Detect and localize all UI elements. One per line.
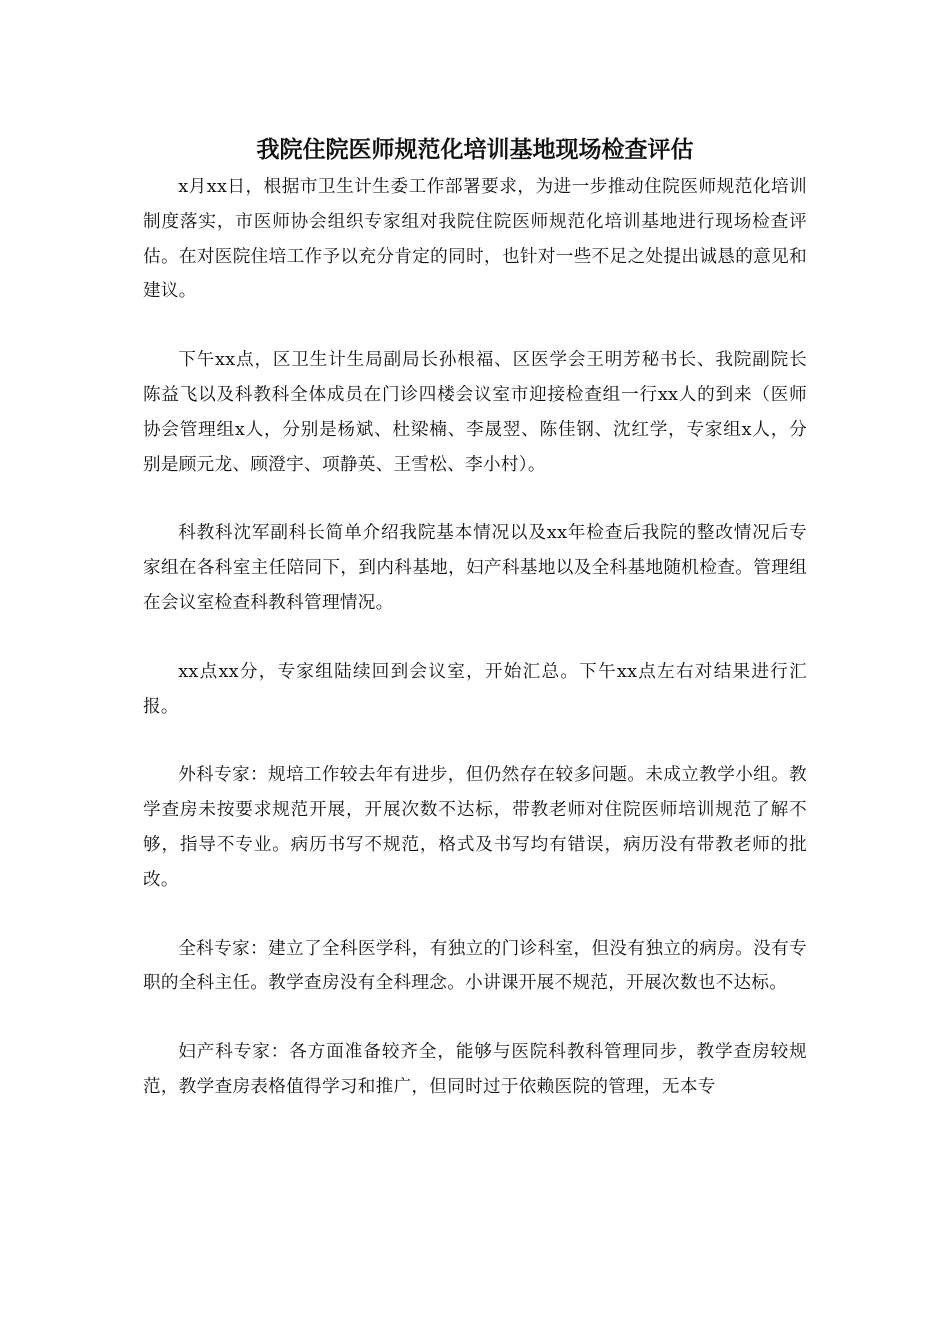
paragraph-summary: xx点xx分，专家组陆续回到会议室，开始汇总。下午xx点左右对结果进行汇报。 xyxy=(143,661,807,717)
document-title: 我院住院医师规范化培训基地现场检查评估 xyxy=(256,137,694,163)
document-page xyxy=(143,130,807,1139)
paragraph-inspection: 科教科沈军副科长简单介绍我院基本情况以及xx年检查后我院的整改情况后专家组在各科室主任陪同下，到内科基地，妇产科基地以及全科基地随机检查。管理组在会议室检查科教科管理情况。 xyxy=(143,523,807,613)
paragraph-obgyn-expert: 妇产科专家：各方面准备较齐全，能够与医院科教科管理同步，教学查房较规范，教学查房表格值得学习和推广，但同时过于依赖医院的管理，无本专 xyxy=(143,1042,807,1097)
paragraph-intro: x月xx日，根据市卫生计生委工作部署要求，为进一步推动住院医师规范化培训制度落实，市医师协会组织专家组对我院住院医师规范化培训基地进行现场检查评估。在对医院住培工作予以充分肯定的同时，也针对一些不足之处提出诚恳的意见和建议。 xyxy=(143,177,807,302)
paragraph-reception: 下午xx点，区卫生计生局副局长孙根福、区医学会王明芳秘书长、我院副院长陈益飞以及科教科全体成员在门诊四楼会议室市迎接检查组一行xx人的到来（医师协会管理组x人，分别是杨斌、杜梁楠、李晟翌、陈佳钢、沈红学，专家组x人，分别是顾元龙、顾澄宇、项静英、王雪松、李小村）。 xyxy=(143,350,807,475)
paragraph-general-expert: 全科专家：建立了全科医学科，有独立的门诊科室，但没有独立的病房。没有专职的全科主任。教学查房没有全科理念。小讲课开展不规范，开展次数也不达标。 xyxy=(143,938,807,994)
paragraph-surgery-expert: 外科专家：规培工作较去年有进步，但仍然存在较多问题。未成立教学小组。教学查房未按要求规范开展，开展次数不达标，带教老师对住院医师培训规范了解不够，指导不专业。病历书写不规范，格式及书写均有错误，病历没有带教老师的批改。 xyxy=(143,765,807,890)
